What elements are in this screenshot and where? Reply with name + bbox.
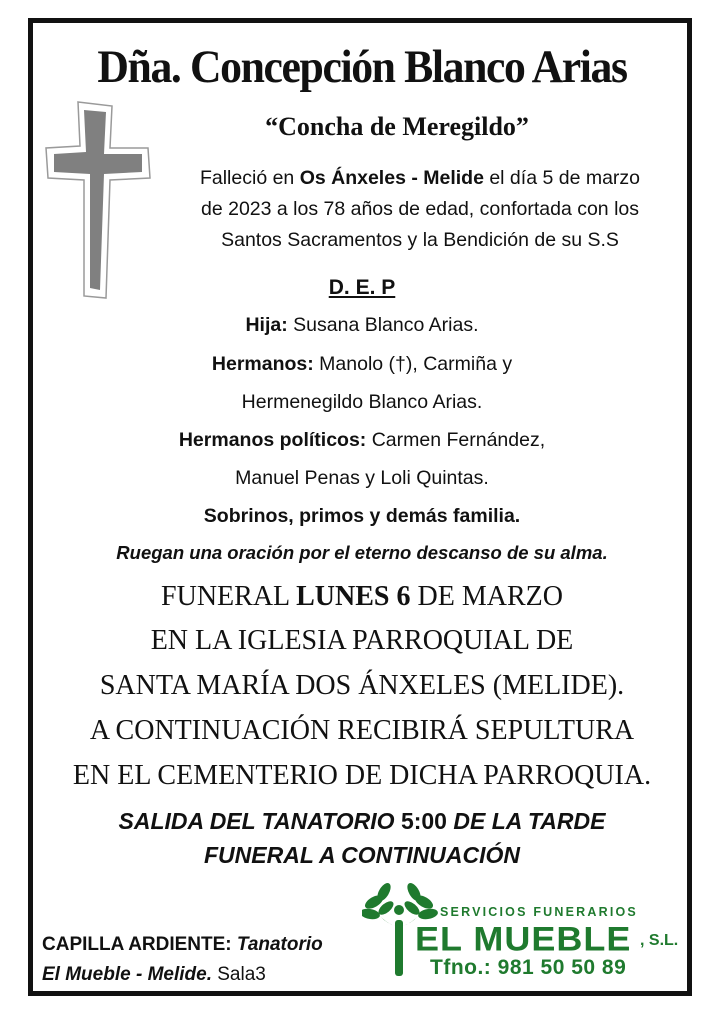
- intro-line-1: Falleció en Os Ánxeles - Melide el día 5 de marzo: [199, 167, 641, 189]
- funeral-line-5: EN EL CEMENTERIO DE DICHA PARROQUIA.: [72, 760, 652, 791]
- cross-icon: [44, 100, 154, 300]
- salida-line-1: SALIDA DEL TANATORIO 5:00 DE LA TARDE: [118, 808, 606, 834]
- ruegan-line: Ruegan una oración por el eterno descanso de su alma.: [116, 542, 608, 563]
- sobrinos-line: Sobrinos, primos y demás familia.: [203, 505, 521, 527]
- deceased-name: Dña. Concepción Blanco Arias: [97, 41, 627, 93]
- salida-line-2: FUNERAL A CONTINUACIÓN: [203, 842, 521, 868]
- hermanos-line-2: Hermenegildo Blanco Arias.: [241, 391, 483, 413]
- logo-suffix: , S.L.: [640, 932, 679, 949]
- funeral-line-2: EN LA IGLESIA PARROQUIAL DE: [150, 625, 574, 656]
- hermanos-line-1: Hermanos: Manolo (†), Carmiña y: [211, 353, 513, 375]
- politicos-line-1: Hermanos políticos: Carmen Fernández,: [178, 429, 546, 451]
- logo-subtitle: SERVICIOS FUNERARIOS: [440, 905, 638, 919]
- intro-line-3: Santos Sacramentos y la Bendición de su S.S: [221, 229, 619, 251]
- capilla-line-1: CAPILLA ARDIENTE: Tanatorio: [42, 934, 323, 955]
- intro-line-2: de 2023 a los 78 años de edad, confortada con los: [201, 198, 639, 220]
- dep-heading: D. E. P: [328, 276, 396, 299]
- nickname: “Concha de Meregildo”: [265, 112, 529, 141]
- funeral-line-3: SANTA MARÍA DOS ÁNXELES (MELIDE).: [99, 670, 625, 701]
- capilla-line-2: El Mueble - Melide. Sala3: [42, 964, 266, 985]
- funeral-line-4: A CONTINUACIÓN RECIBIRÁ SEPULTURA: [89, 715, 635, 746]
- logo-phone: Tfno.: 981 50 50 89: [430, 956, 627, 979]
- funeral-line-1: FUNERAL LUNES 6 DE MARZO: [161, 581, 563, 612]
- politicos-line-2: Manuel Penas y Loli Quintas.: [235, 467, 489, 489]
- logo-name: EL MUEBLE: [415, 919, 632, 958]
- intro-text: [170, 163, 670, 256]
- hija-line: Hija: Susana Blanco Arias.: [245, 314, 479, 336]
